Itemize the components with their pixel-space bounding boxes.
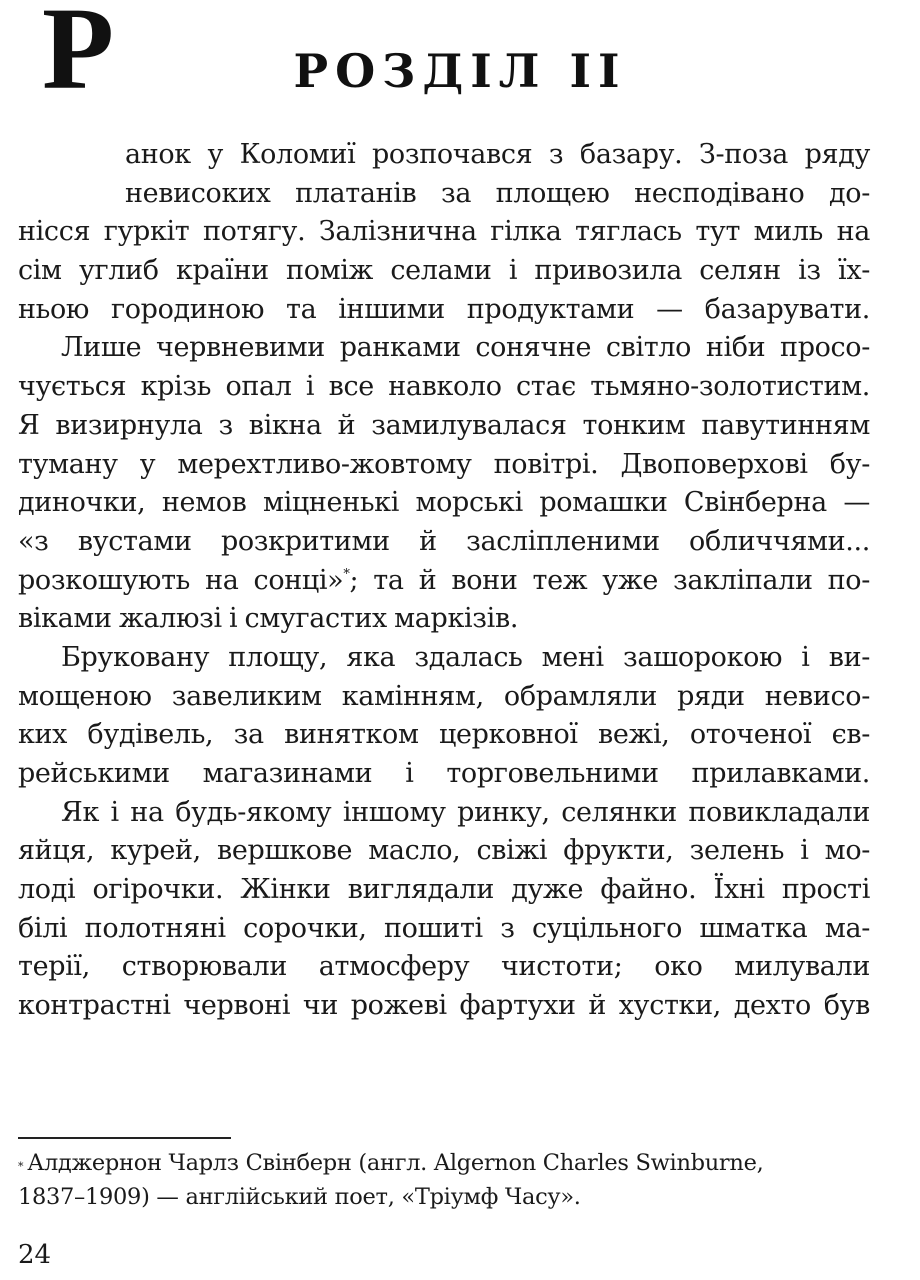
page-number: 24 — [18, 1240, 52, 1270]
text-line: «з вустами розкритими й засліпленими обличчями... — [18, 525, 870, 557]
footnote-marker: * — [18, 1160, 24, 1173]
text-line: Бруковану площу, яка здалась мені зашорокою і ви- — [61, 641, 870, 673]
footnote-text: Алджернон Чарлз Свінберн (англ. Algernon Charles Swinburne, — [27, 1150, 764, 1176]
footnote — [18, 1146, 873, 1214]
text-line-with-footnote — [18, 562, 870, 601]
text-line: Лише червневими ранками сонячне світло ніби просо- — [61, 332, 870, 364]
text-line: анок у Коломиї розпочався з базару. З-поза ряду — [125, 139, 870, 170]
text-line: Я визирнула з вікна й замилувалася тонким павутинням — [18, 409, 870, 441]
paragraph-4 — [18, 794, 870, 1026]
text-line: контрастні червоні чи рожеві фартухи й хустки, дехто був — [18, 990, 870, 1022]
text-segment: ; та й вони теж уже закліпали по- — [349, 564, 870, 596]
text-line: Як і на будь-якому іншому ринку, селянки повикладали — [61, 796, 870, 828]
paragraph-2 — [18, 329, 870, 639]
chapter-title: РОЗДІЛ II — [293, 43, 627, 98]
text-line: невисоких платанів за площею несподівано до- — [125, 177, 870, 209]
text-line: терії, створювали атмосферу чистоти; око милували — [18, 951, 870, 983]
text-line: білі полотняні сорочки, пошиті з суцільного шматка ма- — [18, 912, 870, 944]
paragraph-1 — [18, 136, 870, 329]
text-line: ньою городиною та іншими продуктами — базарувати. — [18, 293, 870, 325]
text-segment: розкошують на сонці» — [18, 564, 344, 596]
text-line: яйця, курей, вершкове масло, свіжі фрукти, зелень і мо- — [18, 835, 870, 867]
footnote-divider — [18, 1137, 231, 1139]
text-line: диночки, немов міцненькі морські ромашки Свінберна — — [18, 487, 870, 519]
body-text — [18, 136, 870, 1026]
text-line: сім углиб країни поміж селами і привозила селян із їх- — [18, 255, 870, 287]
footnote-line — [18, 1146, 873, 1180]
text-line: нісся гуркіт потягу. Залізнична гілка тяглась тут миль на — [18, 216, 870, 248]
paragraph-3 — [18, 639, 870, 794]
text-line: мощеною завеликим камінням, обрамляли ряди невисо- — [18, 680, 870, 712]
footnote-reference[interactable]: * — [343, 566, 350, 582]
text-line: чується крізь опал і все навколо стає тьмяно-золотистим. — [18, 371, 870, 403]
drop-cap: Р — [42, 0, 115, 114]
text-line: рейськими магазинами і торговельними прилавками. — [18, 758, 870, 789]
text-line: туману у мерехтливо-жовтому повітрі. Двоповерхові бу- — [18, 448, 870, 480]
footnote-line: 1837–1909) — англійський поет, «Тріумф Часу». — [18, 1184, 581, 1210]
text-line: лоді огірочки. Жінки виглядали дуже файно. Їхні прості — [18, 874, 870, 906]
text-line: віками жалюзі і смугастих маркізів. — [18, 603, 519, 635]
text-line: ких будівель, за винятком церковної вежі, оточеної єв- — [18, 719, 870, 751]
